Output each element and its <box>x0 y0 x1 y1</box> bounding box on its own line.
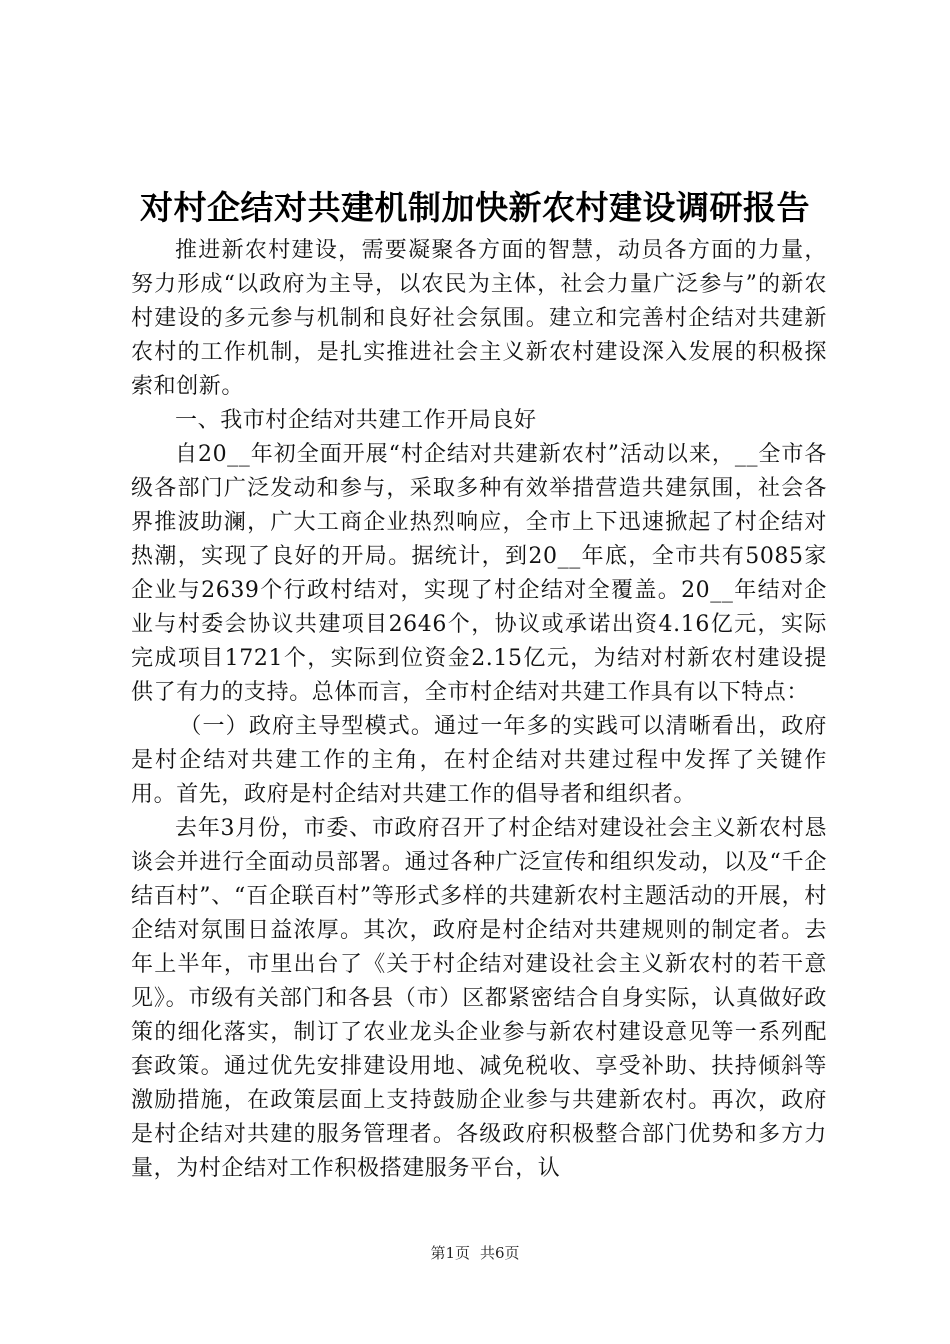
subsection-paragraph: （一）政府主导型模式。通过一年多的实践可以清晰看出，政府是村企结对共建工作的主角，在村企结对共建过程中发挥了关键作用。首先，政府是村企结对共建工作的倡导者和组织者。 <box>131 714 827 807</box>
intro-paragraph: 推进新农村建设，需要凝聚各方面的智慧，动员各方面的力量，努力形成“以政府为主导，以农民为主体，社会力量广泛参与”的新农村建设的多元参与机制和良好社会氛围。建立和完善村企结对共建新农村的工作机制，是扎实推进社会主义新农村建设深入发展的积极探索和创新。 <box>131 238 827 399</box>
document-body <box>131 234 827 1186</box>
document-title: 对村企结对共建机制加快新农村建设调研报告 <box>140 188 810 227</box>
page-footer <box>0 1243 950 1263</box>
body-paragraph: 自20__年初全面开展“村企结对共建新农村”活动以来，__全市各级各部门广泛发动和参与，采取多种有效举措营造共建氛围，社会各界推波助澜，广大工商企业热烈响应，全市上下迅速掀起了村企结对热潮，实现了良好的开局。据统计，到20__年底，全市共有5085家企业与2639个行政村结对，实现了村企结对全覆盖。20__年结对企业与村委会协议共建项目2646个，协议或承诺出资4.16亿元，实际完成项目1721个，实际到位资金2.15亿元，为结对村新农村建设提供了有力的支持。总体而言，全市村企结对共建工作具有以下特点： <box>131 442 827 705</box>
body-paragraph: 去年3月份，市委、市政府召开了村企结对建设社会主义新农村恳谈会并进行全面动员部署。通过各种广泛宣传和组织发动，以及“千企结百村”、“百企联百村”等形式多样的共建新农村主题活动的开展，村企结对氛围日益浓厚。其次，政府是村企结对共建规则的制定者。去年上半年，市里出台了《关于村企结对建设社会主义新农村的若干意见》。市级有关部门和各县（市）区都紧密结合自身实际，认真做好政策的细化落实，制订了农业龙头企业参与新农村建设意见等一系列配套政策。通过优先安排建设用地、减免税收、享受补助、扶持倾斜等激励措施，在政策层面上支持鼓励企业参与共建新农村。再次，政府是村企结对共建的服务管理者。各级政府积极整合部门优势和多方力量，为村企结对工作积极搭建服务平台，认 <box>131 816 827 1181</box>
page-total: 共6页 <box>480 1244 520 1262</box>
page-number: 第1页 <box>430 1244 470 1262</box>
section-heading: 一、我市村企结对共建工作开局良好 <box>175 408 537 433</box>
